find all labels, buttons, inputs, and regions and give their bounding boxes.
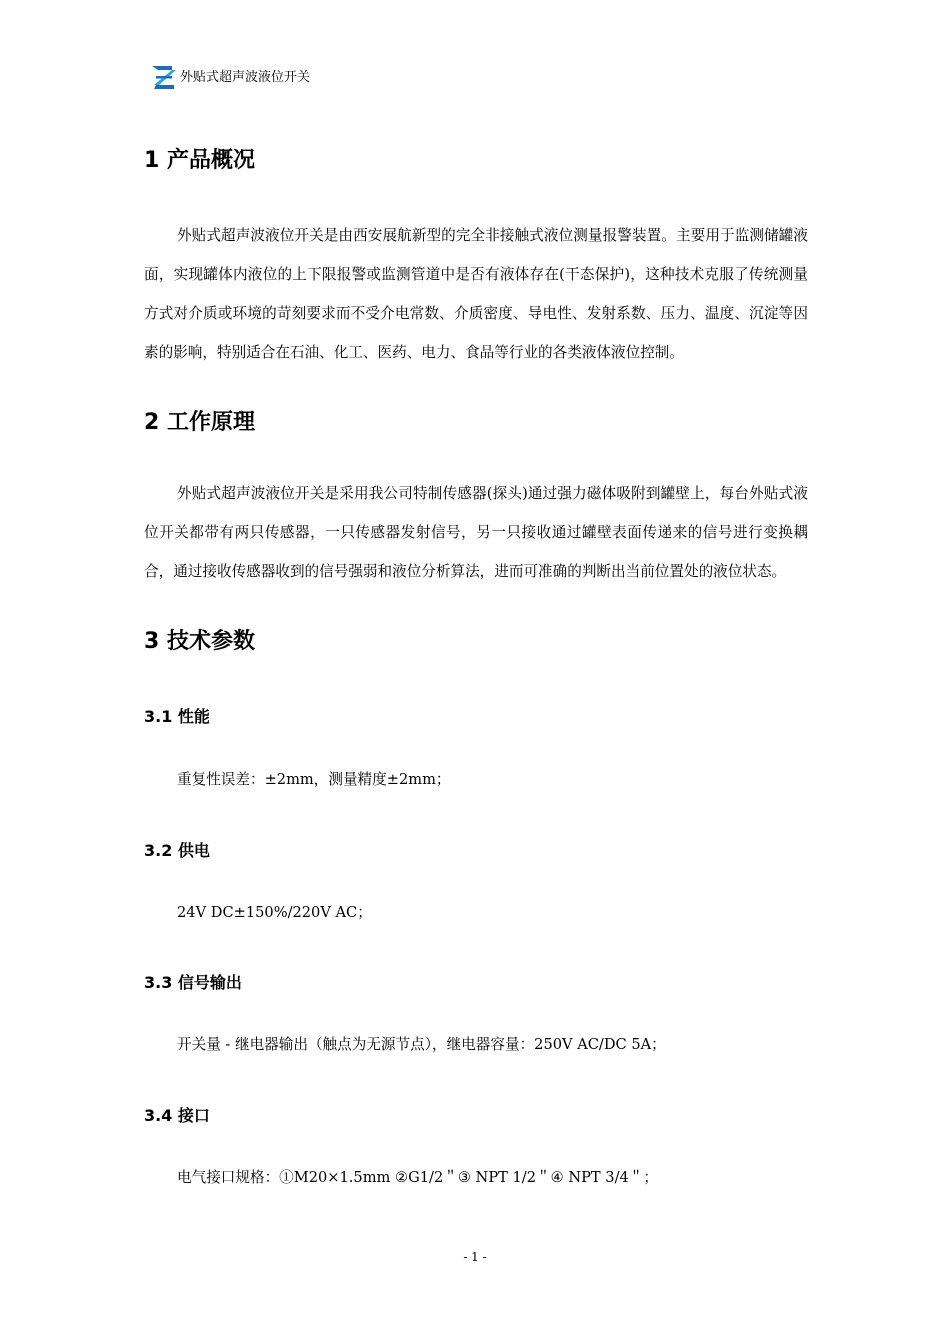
document-body — [144, 140, 808, 1197]
section-2-heading: 2 工作原理 — [144, 410, 255, 435]
page-header — [150, 62, 310, 92]
subsection-3-3-heading: 3.3 信号输出 — [144, 973, 242, 992]
section-1-heading: 1 产品概况 — [144, 148, 255, 173]
subsection-3-3-text: 开关量 - 继电器输出（触点为无源节点），继电器容量：250V AC/DC 5A； — [177, 1036, 666, 1053]
header-title: 外贴式超声波液位开关 — [180, 69, 311, 85]
company-logo-icon — [150, 63, 178, 91]
section-1-paragraph: 外贴式超声波液位开关是由西安展航新型的完全非接触式液位测量报警装置。主要用于监测储罐液面，实现罐体内液位的上下限报警或监测管道中是否有液体存在(干态保护)，这种技术克服了传统测量方式对介质或环境的苛刻要求而不受介电常数、介质密度、导电性、发射系数、压力、温度、沉淀等因素的影响，特别适合在石油、化工、医药、电力、食品等行业的各类液体液位控制。 — [144, 227, 808, 361]
subsection-3-1-text: 重复性误差：±2mm，测量精度±2mm； — [177, 771, 451, 788]
subsection-3-2-heading: 3.2 供电 — [144, 841, 210, 860]
section-2-paragraph: 外贴式超声波液位开关是采用我公司特制传感器(探头)通过强力磁体吸附到罐壁上，每台外贴式液位开关都带有两只传感器，一只传感器发射信号，另一只接收通过罐壁表面传递来的信号进行变换耦合，通过接收传感器收到的信号强弱和液位分析算法，进而可准确的判断出当前位置处的液位状态。 — [144, 485, 808, 580]
section-3-heading: 3 技术参数 — [144, 629, 255, 654]
subsection-3-4-text: 电气接口规格：①M20×1.5mm ②G1/2＂③ NPT 1/2＂④ NPT 3/4＂； — [177, 1169, 658, 1186]
subsection-3-2-text: 24V DC±150%/220V AC； — [177, 904, 372, 921]
subsection-3-1-heading: 3.1 性能 — [144, 707, 210, 726]
subsection-3-4-heading: 3.4 接口 — [144, 1106, 210, 1125]
page-number: - 1 - — [463, 1250, 487, 1264]
